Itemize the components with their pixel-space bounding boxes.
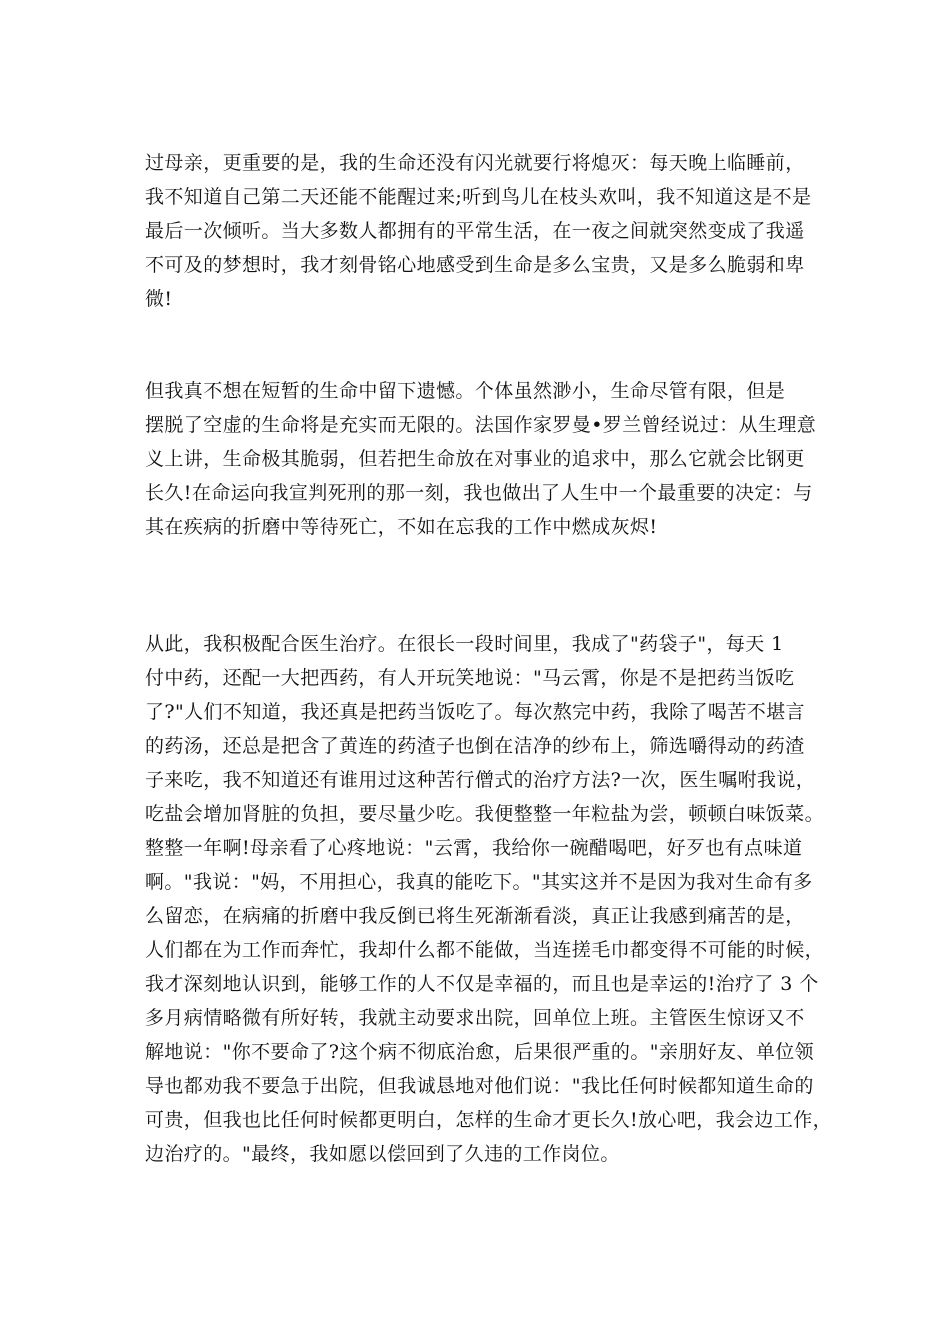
text-line: 吃盐会增加肾脏的负担，要尽量少吃。我便整整一年粒盐为尝，顿顿白味饭菜。 <box>145 803 825 825</box>
text-line: 了?"人们不知道，我还真是把药当饭吃了。每次熬完中药，我除了喝苦不堪言 <box>145 701 805 723</box>
text-line: 子来吃，我不知道还有谁用过这种苦行僧式的治疗方法?一次，医生嘱咐我说， <box>145 769 816 791</box>
text-line: 啊。"我说："妈，不用担心，我真的能吃下。"其实这并不是因为我对生命有多 <box>145 871 813 893</box>
text-line: 义上讲，生命极其脆弱，但若把生命放在对事业的追求中，那么它就会比钢更 <box>145 448 805 470</box>
text-line: 付中药，还配一大把西药，有人开玩笑地说："马云霄，你是不是把药当饭吃 <box>145 667 795 689</box>
text-line: 过母亲，更重要的是，我的生命还没有闪光就要行将熄灭：每天晚上临睡前， <box>145 152 805 174</box>
text-line: 么留恋，在病痛的折磨中我反倒已将生死渐渐看淡，真正让我感到痛苦的是， <box>145 905 805 927</box>
text-line: 边治疗的。"最终，我如愿以偿回到了久违的工作岗位。 <box>145 1143 620 1165</box>
text-line: 我才深刻地认识到，能够工作的人不仅是幸福的，而且也是幸运的!治疗了 3 个 <box>145 973 819 995</box>
text-line: 整整一年啊!母亲看了心疼地说："云霄，我给你一碗醋喝吧，好歹也有点味道 <box>145 837 803 859</box>
text-line: 不可及的梦想时，我才刻骨铭心地感受到生命是多么宝贵，又是多么脆弱和卑 <box>145 254 805 276</box>
text-line: 长久!在命运向我宣判死刑的那一刻，我也做出了人生中一个最重要的决定：与 <box>145 482 813 504</box>
text-line: 多月病情略微有所好转，我就主动要求出院，回单位上班。主管医生惊讶又不 <box>145 1007 805 1029</box>
text-line: 我不知道自己第二天还能不能醒过来;听到鸟儿在枝头欢叫，我不知道这是不是 <box>145 186 812 208</box>
text-line: 人们都在为工作而奔忙，我却什么都不能做，当连搓毛巾都变得不可能的时候， <box>145 939 825 961</box>
text-line: 导也都劝我不要急于出院，但我诚恳地对他们说："我比任何时候都知道生命的 <box>145 1075 814 1097</box>
text-line: 但我真不想在短暂的生命中留下遗憾。个体虽然渺小，生命尽管有限，但是 <box>145 380 786 402</box>
text-line: 最后一次倾听。当大多数人都拥有的平常生活，在一夜之间就突然变成了我遥 <box>145 220 805 242</box>
text-line: 可贵，但我也比任何时候都更明白，怎样的生命才更长久!放心吧，我会边工作， <box>145 1109 833 1131</box>
text-line: 解地说："你不要命了?这个病不彻底治愈，后果很严重的。"亲朋好友、单位领 <box>145 1041 815 1063</box>
text-line: 从此，我积极配合医生治疗。在很长一段时间里，我成了"药袋子"，每天 1 <box>145 633 784 655</box>
text-line: 微! <box>145 288 173 310</box>
text-line: 其在疾病的折磨中等待死亡，不如在忘我的工作中燃成灰烬! <box>145 516 658 538</box>
text-line: 的药汤，还总是把含了黄连的药渣子也倒在洁净的纱布上，筛选嚼得动的药渣 <box>145 735 805 757</box>
text-line: 摆脱了空虚的生命将是充实而无限的。法国作家罗曼•罗兰曾经说过：从生理意 <box>145 414 817 436</box>
